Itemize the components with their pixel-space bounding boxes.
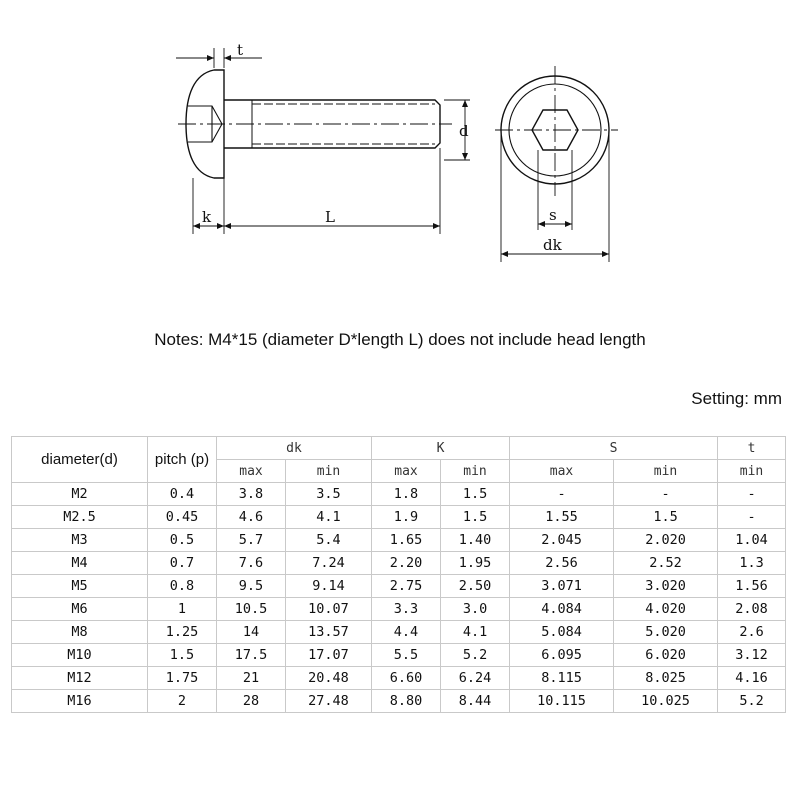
table-cell: 9.5 [217, 575, 286, 598]
table-cell: M16 [12, 690, 148, 713]
table-cell: 21 [217, 667, 286, 690]
header-k: K [372, 437, 510, 460]
table-cell: 10.5 [217, 598, 286, 621]
table-cell: 10.115 [510, 690, 614, 713]
table-row [12, 552, 786, 575]
table-cell: 6.60 [372, 667, 441, 690]
table-cell: 20.48 [286, 667, 372, 690]
table-cell: 2.56 [510, 552, 614, 575]
table-cell: 4.6 [217, 506, 286, 529]
table-cell: 6.24 [441, 667, 510, 690]
table-row [12, 598, 786, 621]
table-cell: 10.025 [614, 690, 718, 713]
table-cell: 8.025 [614, 667, 718, 690]
header-dk: dk [217, 437, 372, 460]
table-cell: 4.1 [286, 506, 372, 529]
subheader-k-min: min [441, 460, 510, 483]
table-cell: 4.1 [441, 621, 510, 644]
table-cell: 3.071 [510, 575, 614, 598]
table-cell: 1.95 [441, 552, 510, 575]
table-cell: 6.020 [614, 644, 718, 667]
table-cell: 1.5 [614, 506, 718, 529]
table-row [12, 483, 786, 506]
table-row [12, 644, 786, 667]
table-cell: 7.6 [217, 552, 286, 575]
table-cell: 2.6 [718, 621, 786, 644]
subheader-dk-min: min [286, 460, 372, 483]
notes-text: Notes: M4*15 (diameter D*length L) does not include head length [154, 330, 646, 349]
table-cell: 8.115 [510, 667, 614, 690]
table-cell: M8 [12, 621, 148, 644]
table-row [12, 621, 786, 644]
table-cell: 5.084 [510, 621, 614, 644]
table-cell: 1.5 [441, 483, 510, 506]
table-cell: 1.3 [718, 552, 786, 575]
table-cell: M4 [12, 552, 148, 575]
table-cell: 17.07 [286, 644, 372, 667]
subheader-dk-max: max [217, 460, 286, 483]
table-cell: 8.44 [441, 690, 510, 713]
subheader-t-min: min [718, 460, 786, 483]
header-t: t [718, 437, 786, 460]
table-cell: 1.75 [148, 667, 217, 690]
table-cell: 5.4 [286, 529, 372, 552]
table-cell: 1 [148, 598, 217, 621]
table-cell: 1.9 [372, 506, 441, 529]
table-cell: 1.55 [510, 506, 614, 529]
table-cell: 1.5 [148, 644, 217, 667]
table-cell: 6.095 [510, 644, 614, 667]
table-cell: 1.40 [441, 529, 510, 552]
table-cell: 2.020 [614, 529, 718, 552]
table-cell: 2.75 [372, 575, 441, 598]
table-cell: 1.8 [372, 483, 441, 506]
table-cell: 5.7 [217, 529, 286, 552]
table-cell: - [718, 506, 786, 529]
table-cell: 1.56 [718, 575, 786, 598]
table-cell: 2.50 [441, 575, 510, 598]
subheader-k-max: max [372, 460, 441, 483]
dim-label-s: s [549, 206, 557, 224]
table-cell: 10.07 [286, 598, 372, 621]
table-cell: 2.08 [718, 598, 786, 621]
table-cell: 2.045 [510, 529, 614, 552]
table-row [12, 506, 786, 529]
table-cell: M6 [12, 598, 148, 621]
table-cell: 14 [217, 621, 286, 644]
table-cell: 0.4 [148, 483, 217, 506]
table-cell: 8.80 [372, 690, 441, 713]
table-cell: 1.5 [441, 506, 510, 529]
dim-label-dk: dk [543, 236, 562, 254]
unit-setting: Setting: mm [691, 389, 782, 408]
table-cell: 5.2 [718, 690, 786, 713]
dimension-table [11, 436, 786, 713]
table-cell: 3.12 [718, 644, 786, 667]
screw-technical-drawing [0, 0, 800, 300]
table-body [12, 483, 786, 713]
table-cell: 1.04 [718, 529, 786, 552]
table-cell: 4.4 [372, 621, 441, 644]
table-cell: 5.2 [441, 644, 510, 667]
table-cell: M2.5 [12, 506, 148, 529]
table-cell: 3.020 [614, 575, 718, 598]
table-cell: 4.16 [718, 667, 786, 690]
table-row [12, 667, 786, 690]
table-cell: M5 [12, 575, 148, 598]
table-cell: 0.45 [148, 506, 217, 529]
subheader-s-max: max [510, 460, 614, 483]
header-pitch: pitch (p) [148, 437, 217, 483]
header-diameter: diameter(d) [12, 437, 148, 483]
table-cell: 1.25 [148, 621, 217, 644]
table-cell: 17.5 [217, 644, 286, 667]
table-cell: 7.24 [286, 552, 372, 575]
table-cell: 3.5 [286, 483, 372, 506]
header-s: S [510, 437, 718, 460]
table-row [12, 575, 786, 598]
table-row [12, 690, 786, 713]
table-cell: 28 [217, 690, 286, 713]
table-cell: 3.8 [217, 483, 286, 506]
dim-label-t: t [237, 41, 244, 59]
table-cell: 3.0 [441, 598, 510, 621]
table-cell: 3.3 [372, 598, 441, 621]
table-cell: 2 [148, 690, 217, 713]
dim-label-d: d [459, 122, 469, 140]
table-cell: - [510, 483, 614, 506]
table-cell: 4.020 [614, 598, 718, 621]
table-cell: 27.48 [286, 690, 372, 713]
table-cell: M2 [12, 483, 148, 506]
table-cell: 0.8 [148, 575, 217, 598]
table-cell: M12 [12, 667, 148, 690]
dim-label-L: L [325, 208, 335, 226]
table-cell: 1.65 [372, 529, 441, 552]
table-cell: - [614, 483, 718, 506]
table-cell: 2.20 [372, 552, 441, 575]
table-cell: 4.084 [510, 598, 614, 621]
dim-label-k: k [202, 208, 212, 226]
table-cell: 9.14 [286, 575, 372, 598]
table-row [12, 529, 786, 552]
table-cell: - [718, 483, 786, 506]
table-cell: 5.5 [372, 644, 441, 667]
table-cell: 13.57 [286, 621, 372, 644]
table-cell: 5.020 [614, 621, 718, 644]
table-cell: M10 [12, 644, 148, 667]
table-cell: M3 [12, 529, 148, 552]
subheader-s-min: min [614, 460, 718, 483]
table-cell: 0.5 [148, 529, 217, 552]
table-cell: 2.52 [614, 552, 718, 575]
table-cell: 0.7 [148, 552, 217, 575]
